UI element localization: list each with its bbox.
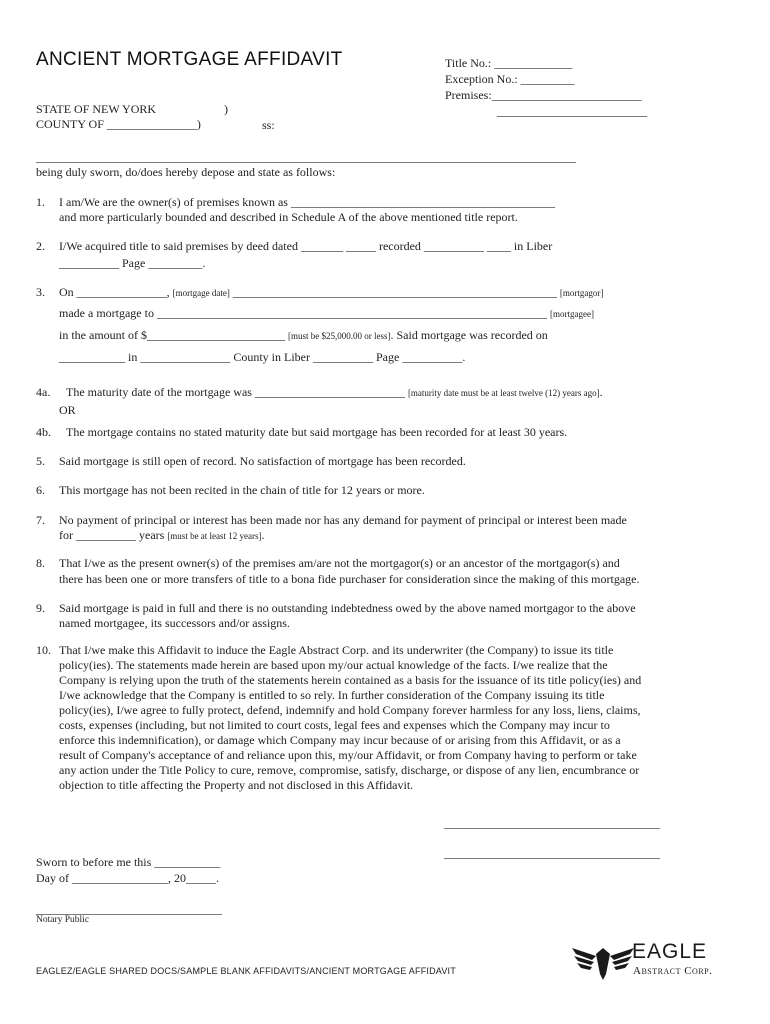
premises-field-line2[interactable]: _________________________ xyxy=(497,104,647,118)
mortgage-date-hint: [mortgage date] xyxy=(172,288,230,298)
item-10-line4: I/we acknowledge that the Company is entitled to so rely. In further consideration of the Company issuing its title xyxy=(59,688,605,702)
item-3-line1 xyxy=(59,285,603,302)
notary-public-label: Notary Public xyxy=(36,915,90,925)
item-10-line2: policy(ies). The statements made herein are based upon my/our actual knowledge of the facts. I/we realize that the xyxy=(59,658,608,672)
item-7-number: 7. xyxy=(36,513,45,527)
mortgage-date-field[interactable]: On _______________, xyxy=(59,285,173,299)
item-8-line2: there has been one or more transfers of title to a bona fide purchaser for consideration since the making of this mortgage. xyxy=(59,572,640,586)
document-title: ANCIENT MORTGAGE AFFIDAVIT xyxy=(36,49,343,70)
county-field[interactable]: COUNTY OF _______________) xyxy=(36,117,201,131)
sworn-before-field[interactable]: Sworn to before me this ___________ xyxy=(36,855,221,869)
state-label: STATE OF NEW YORK xyxy=(36,102,157,116)
title-no-field[interactable]: Title No.: _____________ xyxy=(445,56,573,70)
item-5-line: Said mortgage is still open of record. No satisfaction of mortgage has been recorded. xyxy=(59,454,466,468)
mortgagor-hint: [mortgagor] xyxy=(559,288,604,298)
item-4b-line: The mortgage contains no stated maturity date but said mortgage has been recorded for at least 30 years. xyxy=(66,425,568,439)
years-field[interactable]: for __________ years xyxy=(59,528,168,542)
signature-line-1[interactable]: ____________________________________ xyxy=(444,816,660,830)
item-8-line1: That I/we as the present owner(s) of the premises am/are not the mortgagor(s) or an ancestor of the mortgagor(s) and xyxy=(59,556,620,570)
ss-label: ss: xyxy=(262,118,275,132)
item-4a-line xyxy=(66,385,603,402)
premises-field[interactable]: Premises:_________________________ xyxy=(445,88,642,102)
logo-subtitle: Abstract Corp. xyxy=(633,965,713,977)
item-4a-period: . xyxy=(599,385,603,399)
item-5-number: 5. xyxy=(36,454,45,468)
item-6-number: 6. xyxy=(36,483,45,497)
item-8-number: 8. xyxy=(36,556,45,570)
item-1-line2: and more particularly bounded and described in Schedule A of the above mentioned title report. xyxy=(59,210,518,224)
eagle-icon xyxy=(572,944,634,982)
item-10-number: 10. xyxy=(36,643,51,657)
signature-line-2[interactable]: ____________________________________ xyxy=(444,846,660,860)
years-hint: [must be at least 12 years] xyxy=(167,531,262,541)
maturity-date-hint: [maturity date must be at least twelve (12) years ago] xyxy=(407,388,600,398)
item-9-line1: Said mortgage is paid in full and there is no outstanding indebtedness owed by the above named mortgagor to the above xyxy=(59,601,636,615)
notary-signature-line[interactable]: _______________________________ xyxy=(36,902,222,916)
item-1-number: 1. xyxy=(36,195,45,209)
recorded-text: . Said mortgage was recorded on xyxy=(390,328,548,342)
item-2-line1: I/We acquired title to said premises by deed dated _______ _____ recorded __________ ____ in Liber xyxy=(59,239,553,253)
item-10-line7: enforce this indemnification), or damage which Company may incur because of or arising from this Affidavit, or as a xyxy=(59,733,621,747)
item-7-period: . xyxy=(261,528,265,542)
item-2-number: 2. xyxy=(36,239,45,253)
item-10-line9: any action under the Title Policy to cure, remove, compromise, satisfy, discharge, or dispose of any lien, encumbrance or xyxy=(59,763,640,777)
amount-hint: [must be $25,000.00 or less] xyxy=(287,331,391,341)
item-4a-number: 4a. xyxy=(36,385,51,399)
amount-field[interactable]: in the amount of $_______________________ xyxy=(59,328,288,342)
mortgagee-field[interactable]: made a mortgage to _________________________________________________________________ xyxy=(59,306,550,320)
item-7-line2 xyxy=(59,528,265,545)
document-path-footer: EAGLEZ/EAGLE SHARED DOCS/SAMPLE BLANK AFFIDAVITS/ANCIENT MORTGAGE AFFIDAVIT xyxy=(36,966,456,976)
item-2-line2: __________ Page _________. xyxy=(59,256,206,270)
affiant-name-line[interactable]: __________________________________________________________________________________________ xyxy=(36,150,576,164)
item-3-line3 xyxy=(59,328,548,345)
item-1-line1: I am/We are the owner(s) of premises known as ____________________________________________ xyxy=(59,195,555,209)
item-3-line2 xyxy=(59,306,594,323)
mortgagor-field[interactable]: ______________________________________________________ xyxy=(229,285,560,299)
item-10-line3: Company is relying upon the truth of the statements herein contained as a basis for the issuance of its title policy(ies) and xyxy=(59,673,642,687)
item-9-line2: named mortgagee, its successors and/or assigns. xyxy=(59,616,290,630)
item-9-number: 9. xyxy=(36,601,45,615)
item-7-line1: No payment of principal or interest has been made nor has any demand for payment of principal or interest been made xyxy=(59,513,627,527)
item-3-number: 3. xyxy=(36,285,45,299)
logo-wordmark: EAGLE xyxy=(632,940,708,963)
item-3-line4[interactable]: ___________ in _______________ County in Liber __________ Page __________. xyxy=(59,350,466,364)
sworn-day-field[interactable]: Day of ________________, 20_____. xyxy=(36,871,219,885)
maturity-date-field[interactable]: The maturity date of the mortgage was _________________________ xyxy=(66,385,408,399)
sworn-intro: being duly sworn, do/does hereby depose and state as follows: xyxy=(36,165,336,179)
item-10-line1: That I/we make this Affidavit to induce the Eagle Abstract Corp. and its underwriter (the Company) to issue its title xyxy=(59,643,614,657)
mortgagee-hint: [mortgagee] xyxy=(549,309,594,319)
item-10-line5: policy(ies), I/we agree to fully protect, defend, indemnify and hold Company forever harmless for any loss, liens, claims, xyxy=(59,703,641,717)
eagle-abstract-logo xyxy=(572,940,722,984)
item-10-line10: objection to title affecting the Property and not disclosed in this Affidavit. xyxy=(59,778,414,792)
or-label: OR xyxy=(59,403,76,417)
item-10-line6: costs, expenses (including, but not limited to court costs, legal fees and expenses which the Company may incur to xyxy=(59,718,610,732)
state-paren: ) xyxy=(224,102,228,116)
exception-no-field[interactable]: Exception No.: _________ xyxy=(445,72,575,86)
item-4b-number: 4b. xyxy=(36,425,51,439)
item-10-line8: result of Company's acceptance of and reliance upon this, my/our Affidavit, or from Company having to perform or take xyxy=(59,748,637,762)
item-6-line: This mortgage has not been recited in the chain of title for 12 years or more. xyxy=(59,483,425,497)
